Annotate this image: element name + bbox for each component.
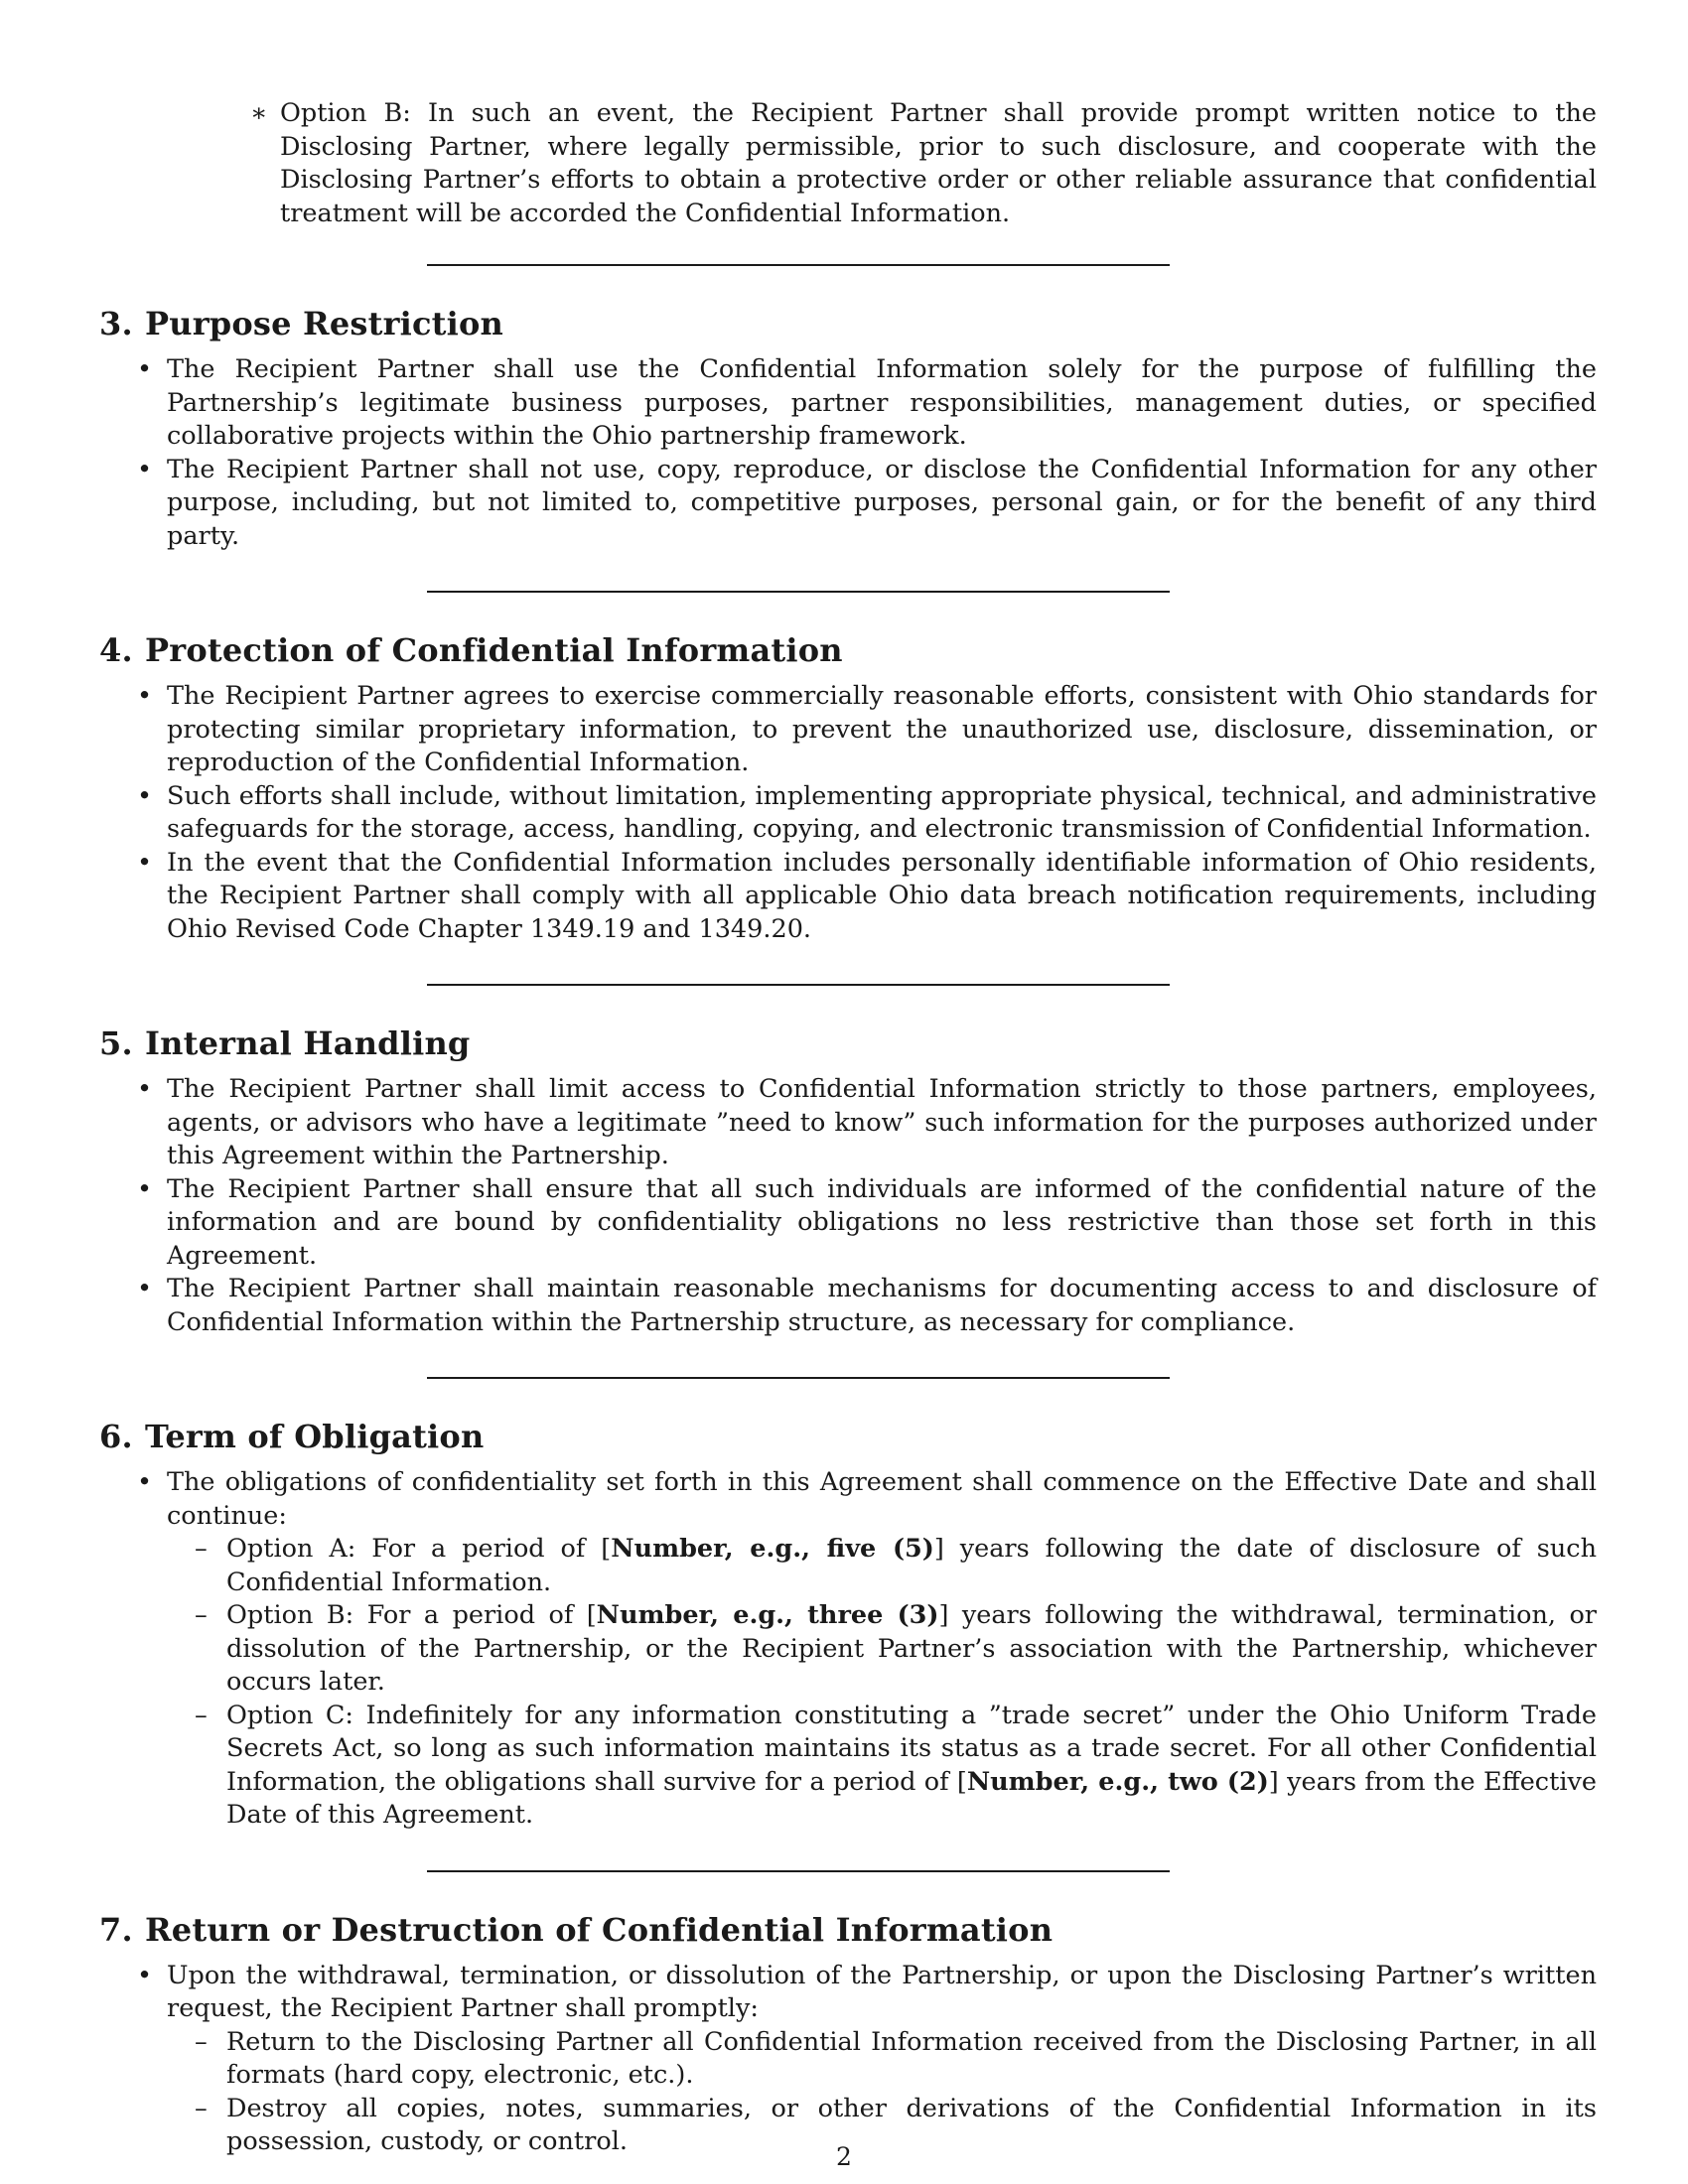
list-item: • Such efforts shall include, without limitation, implementing appropriate physical, technical, and administrative safeguards for the storage, access, handling, copying, and electronic transmission of Confidential Information. xyxy=(167,780,1597,847)
return-subitem: – Destroy all copies, notes, summaries, or other derivations of the Confidential Information in its possession, custody, or control. xyxy=(226,2093,1597,2159)
section-3-number: 3. xyxy=(99,305,133,342)
option-placeholder: Number, e.g., three (3) xyxy=(596,1600,939,1630)
list-item xyxy=(167,1960,1597,2159)
option-text: ] years following the date of disclosure of such Confidential Information. xyxy=(226,1534,1597,1597)
section-3-list xyxy=(99,353,1597,553)
section-7-number: 7. xyxy=(99,1910,133,1949)
list-item: • The Recipient Partner shall not use, copy, reproduce, or disclose the Confidential Information for any other purpose, including, but not limited to, competitive purposes, personal gain, or for the benefit of any third party. xyxy=(167,454,1597,554)
option-placeholder: Number, e.g., five (5) xyxy=(611,1534,934,1564)
section-5-list xyxy=(99,1073,1597,1339)
list-item: • The Recipient Partner shall limit access to Confidential Information strictly to those partners, employees, agents, or advisors who have a legitimate ”need to know” such information for the purposes authorized under this Agreement within the Partnership. xyxy=(167,1073,1597,1173)
section-4-title: Protection of Confidential Information xyxy=(145,631,843,669)
option-b-disclosure-text: Option B: In such an event, the Recipient Partner shall provide prompt written notice to the Disclosing Partner, where legally permissible, prior to such disclosure, and cooperate with the Disclosing Partner’s efforts to obtain a protective order or other reliable assurance that confidential treatment will be accorded the Confidential Information. xyxy=(280,98,1597,228)
section-6-number: 6. xyxy=(99,1418,133,1455)
section-3-title: Purpose Restriction xyxy=(145,305,504,342)
list-item xyxy=(167,1466,1597,1833)
section-4-heading xyxy=(99,630,1597,670)
section-divider xyxy=(427,1870,1170,1872)
section-divider xyxy=(427,984,1170,986)
option-text: ] years following the withdrawal, termination, or dissolution of the Partnership, or the Recipient Partner’s association with the Partnership, whichever occurs later. xyxy=(226,1600,1597,1697)
section-4-list xyxy=(99,680,1597,946)
section-divider xyxy=(427,591,1170,593)
list-item: • The Recipient Partner shall maintain reasonable mechanisms for documenting access to and disclosure of Confidential Information within the Partnership structure, as necessary for compliance. xyxy=(167,1273,1597,1339)
option-text: Option A: For a period of [ xyxy=(226,1534,612,1564)
return-intro: Upon the withdrawal, termination, or dissolution of the Partnership, or upon the Disclosing Partner’s written request, the Recipient Partner shall promptly: xyxy=(167,1960,1597,2023)
section-4-number: 4. xyxy=(99,631,133,669)
section-6-title: Term of Obligation xyxy=(145,1418,485,1455)
term-option-c xyxy=(226,1700,1597,1833)
list-item: • The Recipient Partner shall use the Confidential Information solely for the purpose of fulfilling the Partnership’s legitimate business purposes, partner responsibilities, management duties, or specified collaborative projects within the Ohio partnership framework. xyxy=(167,353,1597,454)
section-divider xyxy=(427,1377,1170,1379)
term-options-list xyxy=(167,1533,1597,1833)
option-b-disclosure-item xyxy=(99,97,1597,230)
section-7-heading xyxy=(99,1910,1597,1950)
option-text: Option B: For a period of [ xyxy=(226,1600,597,1630)
section-6-heading xyxy=(99,1417,1597,1456)
document-body xyxy=(99,97,1597,2159)
return-subitems-list xyxy=(167,2026,1597,2159)
page-number: 2 xyxy=(836,2142,852,2171)
section-5-number: 5. xyxy=(99,1024,133,1062)
section-5-title: Internal Handling xyxy=(145,1024,471,1062)
section-7-title: Return or Destruction of Confidential Information xyxy=(145,1910,1054,1949)
return-subitem: – Return to the Disclosing Partner all Confidential Information received from the Disclosing Partner, in all formats (hard copy, electronic, etc.). xyxy=(226,2026,1597,2093)
list-item: • The Recipient Partner agrees to exercise commercially reasonable efforts, consistent with Ohio standards for protecting similar proprietary information, to prevent the unauthorized use, disclosure, dissemination, or reproduction of the Confidential Information. xyxy=(167,680,1597,780)
section-5-heading xyxy=(99,1024,1597,1063)
section-7-list xyxy=(99,1960,1597,2159)
term-option-b xyxy=(226,1599,1597,1700)
section-divider xyxy=(427,264,1170,266)
option-text: Option C: Indefinitely for any information constituting a ”trade secret” under the Ohio Uniform Trade Secrets Act, so long as such information maintains its status as a trade secret. For all other Confidential Information, the obligations shall survive for a period of [ xyxy=(226,1700,1597,1797)
list-item: • The Recipient Partner shall ensure that all such individuals are informed of the confidential nature of the information and are bound by confidentiality obligations no less restrictive than those set forth in this Agreement. xyxy=(167,1173,1597,1274)
term-intro: The obligations of confidentiality set forth in this Agreement shall commence on the Effective Date and shall continue: xyxy=(167,1467,1597,1531)
option-text: ] years from the Effective Date of this Agreement. xyxy=(226,1766,1597,1830)
option-placeholder: Number, e.g., two (2) xyxy=(966,1766,1269,1797)
term-option-a xyxy=(226,1533,1597,1599)
list-item: • In the event that the Confidential Information includes personally identifiable information of Ohio residents, the Recipient Partner shall comply with all applicable Ohio data breach notification requirements, including Ohio Revised Code Chapter 1349.19 and 1349.20. xyxy=(167,847,1597,947)
section-6-list xyxy=(99,1466,1597,1833)
section-3-heading xyxy=(99,304,1597,343)
